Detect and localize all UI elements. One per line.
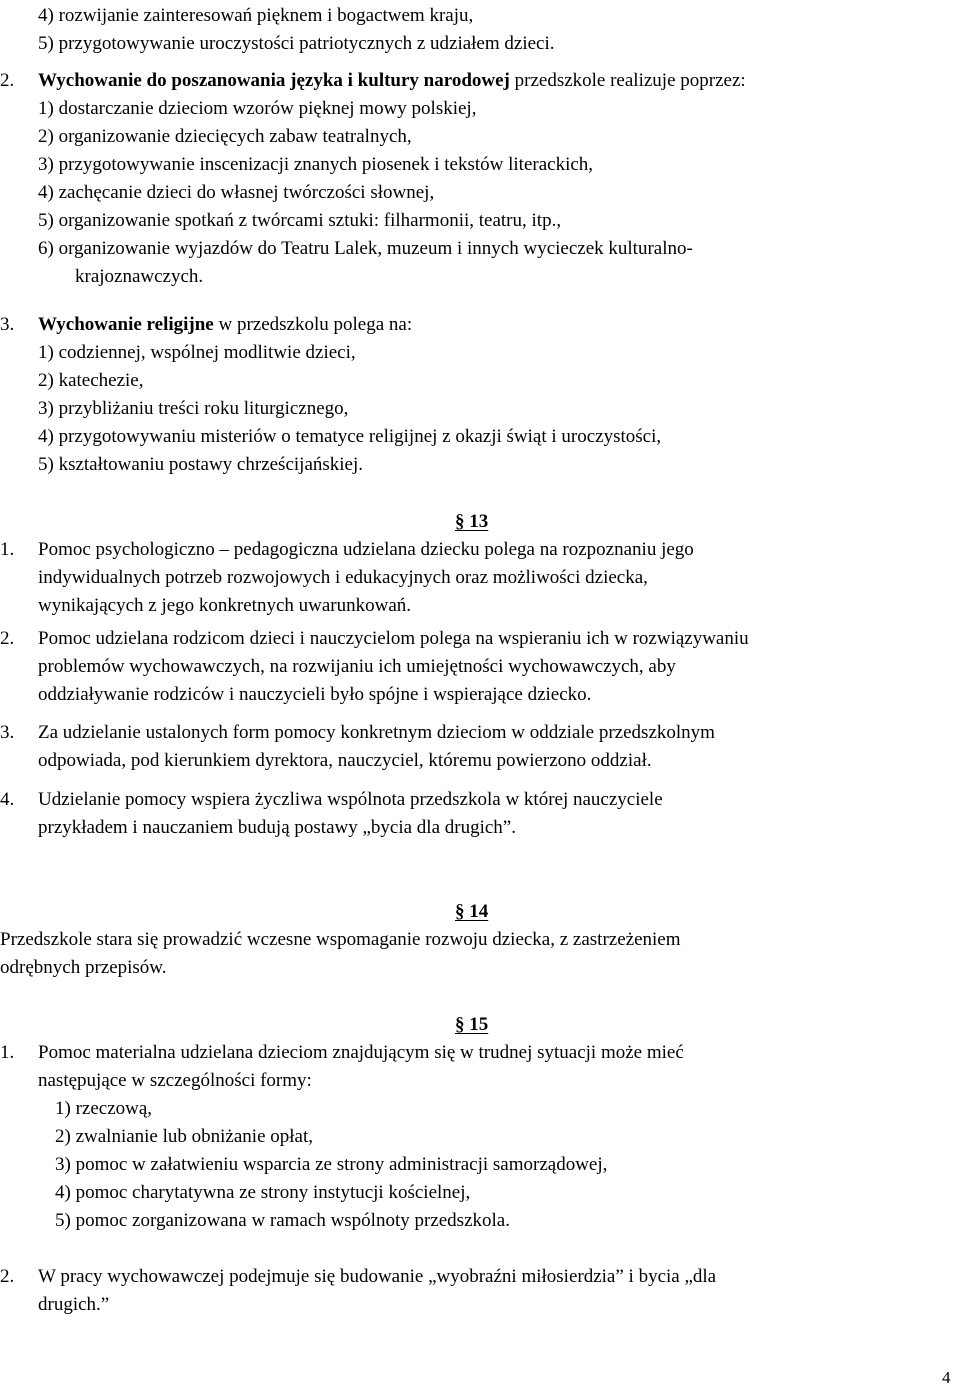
paragraph-title: § 13 (455, 511, 489, 532)
list-item: 1) rzeczową, (55, 1098, 153, 1119)
text-line: drugich.” (38, 1294, 110, 1315)
heading-rest: przedszkole realizuje poprzez: (509, 70, 746, 91)
text-line: Udzielanie pomocy wspiera życzliwa wspólnota przedszkola w której nauczyciele (38, 789, 663, 810)
item-number: 3. (0, 722, 15, 743)
text-line: indywidualnych potrzeb rozwojowych i edukacyjnych oraz możliwości dziecka, (38, 567, 648, 588)
text-line: problemów wychowawczych, na rozwijaniu ich umiejętności wychowawczych, aby (38, 656, 676, 677)
paragraph-title: § 15 (455, 1014, 489, 1035)
heading-bold: Wychowanie do poszanowania języka i kultury narodowej (38, 70, 510, 91)
paragraph-title: § 14 (455, 901, 489, 922)
item-number: 1. (0, 1042, 15, 1063)
text-line: odrębnych przepisów. (0, 957, 167, 978)
heading-bold: Wychowanie religijne (38, 314, 214, 335)
heading-rest: w przedszkolu polega na: (213, 314, 413, 335)
list-item: 1) dostarczanie dzieciom wzorów pięknej mowy polskiej, (38, 98, 477, 119)
list-item: 4) przygotowywaniu misteriów o tematyce religijnej z okazji świąt i uroczystości, (38, 426, 662, 447)
list-item: 3) przybliżaniu treści roku liturgicznego, (38, 398, 349, 419)
text-line: Przedszkole stara się prowadzić wczesne wspomaganie rozwoju dziecka, z zastrzeżeniem (0, 929, 681, 950)
list-item: 3) pomoc w załatwieniu wsparcia ze strony administracji samorządowej, (55, 1154, 608, 1175)
section-heading (38, 311, 412, 339)
list-item: 5) pomoc zorganizowana w ramach wspólnoty przedszkola. (55, 1210, 510, 1231)
text-line: przykładem i nauczaniem budują postawy „bycia dla drugich”. (38, 817, 516, 838)
list-item: 4) rozwijanie zainteresowań pięknem i bogactwem kraju, (38, 5, 474, 26)
text-line: oddziaływanie rodziców i nauczycieli było spójne i wspierające dziecko. (38, 684, 592, 705)
list-item: 2) organizowanie dziecięcych zabaw teatralnych, (38, 126, 412, 147)
section-number: 2. (0, 70, 15, 91)
text-line: wynikających z jego konkretnych uwarunkowań. (38, 595, 412, 616)
item-number: 2. (0, 628, 15, 649)
text-line: Za udzielanie ustalonych form pomocy konkretnym dzieciom w oddziale przedszkolnym (38, 722, 715, 743)
list-item: 5) kształtowaniu postawy chrześcijańskiej. (38, 454, 364, 475)
list-item: 2) zwalnianie lub obniżanie opłat, (55, 1126, 313, 1147)
list-item-continuation: krajoznawczych. (75, 266, 204, 287)
item-number: 2. (0, 1266, 15, 1287)
item-number: 4. (0, 789, 15, 810)
section-number: 3. (0, 314, 15, 335)
text-line: odpowiada, pod kierunkiem dyrektora, nauczyciel, któremu powierzono oddział. (38, 750, 652, 771)
list-item: 2) katechezie, (38, 370, 144, 391)
list-item: 3) przygotowywanie inscenizacji znanych piosenek i tekstów literackich, (38, 154, 594, 175)
section-heading (38, 67, 746, 95)
list-item: 4) pomoc charytatywna ze strony instytucji kościelnej, (55, 1182, 471, 1203)
text-line: następujące w szczególności formy: (38, 1070, 312, 1091)
text-line: W pracy wychowawczej podejmuje się budowanie „wyobraźni miłosierdzia” i bycia „dla (38, 1266, 717, 1287)
list-item: 1) codziennej, wspólnej modlitwie dzieci, (38, 342, 356, 363)
list-item: 4) zachęcanie dzieci do własnej twórczości słownej, (38, 182, 435, 203)
list-item: 5) organizowanie spotkań z twórcami sztuki: filharmonii, teatru, itp., (38, 210, 562, 231)
text-line: Pomoc udzielana rodzicom dzieci i nauczycielom polega na wspieraniu ich w rozwiązywaniu (38, 628, 749, 649)
list-item: 6) organizowanie wyjazdów do Teatru Lalek, muzeum i innych wycieczek kulturalno- (38, 238, 693, 259)
page-number: 4 (942, 1368, 951, 1387)
text-line: Pomoc psychologiczno – pedagogiczna udzielana dziecku polega na rozpoznaniu jego (38, 539, 694, 560)
text-line: Pomoc materialna udzielana dzieciom znajdującym się w trudnej sytuacji może mieć (38, 1042, 684, 1063)
item-number: 1. (0, 539, 15, 560)
list-item: 5) przygotowywanie uroczystości patriotycznych z udziałem dzieci. (38, 33, 555, 54)
